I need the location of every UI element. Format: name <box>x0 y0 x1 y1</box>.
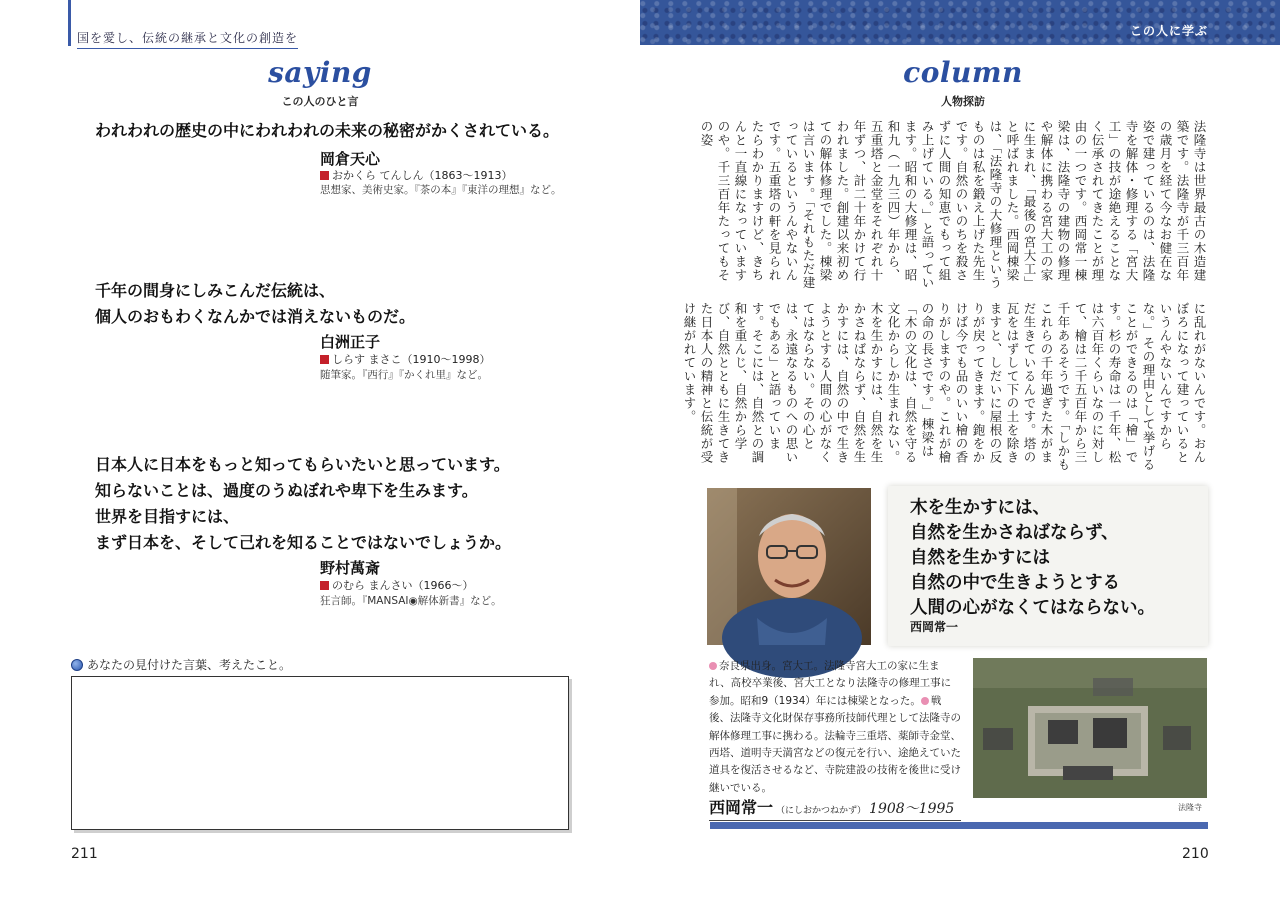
quote-2-reading <box>320 351 490 367</box>
quote-2-line: 個人のおもわくなんかでは消えないものだ。 <box>95 307 416 326</box>
bio-text-part-2: 戦後、法隆寺文化財保存事務所技師代理として法隆寺の解体修理工事に携わる。法輪寺三重塔、薬師寺金堂、西塔、道明寺天満宮などの復元を行い、途絶えていた道具を復活させるなど、寺院建設の技術を後世に受け継いでいる。 <box>709 694 961 794</box>
card-quote-line: 自然を生かすには <box>910 548 1050 568</box>
quote-2-description: 随筆家。『西行』『かくれ里』など。 <box>320 369 488 381</box>
red-square-icon <box>320 355 329 364</box>
note-label <box>71 656 291 673</box>
quote-2-reading-text: しらす まさこ（1910〜1998） <box>332 353 491 366</box>
card-quote-line: 自然の中で生きようとする <box>910 573 1120 593</box>
portrait-photo <box>707 488 871 645</box>
bio-name-row <box>709 795 961 821</box>
quote-3-reading <box>320 577 474 593</box>
temple-aerial-illustration <box>973 658 1207 798</box>
quote-2-line: 千年の間身にしみこんだ伝統は、 <box>95 281 336 300</box>
column-section-subtitle: 人物探訪 <box>941 95 985 108</box>
blue-bullet-icon <box>71 659 83 671</box>
card-quote-line: 人間の心がなくてはならない。 <box>910 598 1155 618</box>
quote-3 <box>95 452 615 556</box>
red-square-icon <box>320 581 329 590</box>
saying-section-subtitle: この人のひと言 <box>281 95 359 108</box>
bottom-accent-bar <box>710 822 1208 829</box>
running-title: 国を愛し、伝統の継承と文化の創造を <box>77 29 298 49</box>
quote-card <box>888 486 1208 646</box>
quote-3-line: 日本人に日本をもっと知ってもらいたいと思っています。 <box>95 455 510 474</box>
temple-photo <box>973 658 1207 798</box>
quote-3-description: 狂言師。『MANSAI◉解体新書』など。 <box>320 595 502 607</box>
temple-caption: 法隆寺 <box>1178 803 1202 812</box>
column-body-lower: に乱れがないんです。おんぼろになって建っているというんやないんですからな。」その理由として挙げることができるのは「檜」です。杉の寿命は一千年、松は六百年くらいなのに対して、檜は二千五百年から三千年あるそうです。「しかもこれらの千年過ぎた木がまだ生きているんです。塔の瓦をはずして下の土を除きますと、しだいに屋根の反りが戻ってきます。鉋をかけば今でも品のいい檜の香りがしますのや。これが檜の命の長さです。」棟梁は「木の文化は、自然を守る文化からしか生まれない。木を生かすには、自然を生かさねばならず、自然を生かすには、自然の中で生きようとする人間の心がなくてはならない。その心とは、永遠なるものへの思いでもある」と語っています。そこには、自然との調和を重んじ、自然から学び、自然とともに生きてきた日本人の精神と伝統が受け継がれています。 <box>682 302 1207 472</box>
bio-text-part-1: 奈良県出身。宮大工。法隆寺宮大工の家に生まれ、高校卒業後、宮大工となり法隆寺の修理工事に参加。昭和9（1934）年には棟梁となった。 <box>709 660 952 707</box>
quote-1 <box>95 118 615 144</box>
quote-3-author: 野村萬斎 <box>320 559 381 577</box>
card-quote <box>910 496 1155 621</box>
quote-1-description: 思想家、美術史家。『茶の本』『東洋の理想』など。 <box>320 184 562 196</box>
column-body-upper: 法隆寺は世界最古の木造建築です。法隆寺が千三百年の歳月を経て今なお健在な姿で建っているのは、法隆寺を解体・修理する「宮大工」の技が途絶えることなく伝承されてきたことが理由の一つです。西岡常一棟梁は、法隆寺の建物の修理や解体に携わる宮大工の家に生まれ、「最後の宮大工」と呼ばれました。西岡棟梁は、「法隆寺の大修理というものは私を鍛え上げた先生です。自然のいのちを殺さずに人間の知恵でもって組み上げている。」と語っています。昭和の大修理は、昭和九（一九三四）年から、五重塔と金堂をそれぞれ十年ずつ、計二十年かけて行われました。創建以来初めての解体修理でした。棟梁は言います。「それもただ建っているというんやないんです。五重塔の軒を見られたらわかりますけど、きちんと一直線になっていますのや。千三百年たってもその姿 <box>699 120 1207 290</box>
quote-3-line: 知らないことは、過度のうぬぼれや卑下を生みます。 <box>95 481 478 500</box>
saying-section-title: saying <box>268 56 372 89</box>
left-accent-bar <box>68 0 71 46</box>
pink-bullet-icon <box>709 662 717 670</box>
notes-writing-box[interactable] <box>71 676 569 830</box>
quote-3-reading-text: のむら まんさい（1966〜） <box>332 579 474 592</box>
quote-1-line: われわれの歴史の中にわれわれの未来の秘密がかくされている。 <box>95 121 560 140</box>
card-quote-line: 自然を生かさねばならず、 <box>910 523 1119 543</box>
note-label-text: あなたの見付けた言葉、考えたこと。 <box>87 658 292 672</box>
quote-3-line: まず日本を、そして己れを知ることではないでしょうか。 <box>95 533 512 552</box>
card-quote-line: 木を生かすには、 <box>910 498 1050 518</box>
red-square-icon <box>320 171 329 180</box>
quote-2-author: 白洲正子 <box>320 333 381 351</box>
bio-text <box>709 658 961 797</box>
quote-1-reading <box>320 167 512 183</box>
quote-1-reading-text: おかくら てんしん（1863〜1913） <box>332 169 513 182</box>
page-number-left: 211 <box>71 846 98 862</box>
quote-3-line: 世界を目指すには、 <box>95 507 240 526</box>
page-number-right: 210 <box>1182 846 1209 862</box>
quote-1-author: 岡倉天心 <box>320 150 381 168</box>
card-quote-name: 西岡常一 <box>910 620 959 634</box>
quote-2 <box>95 278 615 330</box>
bio-years: 1908〜1995 <box>869 801 955 817</box>
header-band-label: この人に学ぶ <box>1129 24 1208 38</box>
column-section-title: column <box>903 56 1023 89</box>
pink-bullet-icon <box>921 697 929 705</box>
portrait-illustration <box>707 488 871 645</box>
bio-name: 西岡常一 <box>709 798 774 817</box>
bio-reading: （にしおかつねかず） <box>776 806 867 816</box>
